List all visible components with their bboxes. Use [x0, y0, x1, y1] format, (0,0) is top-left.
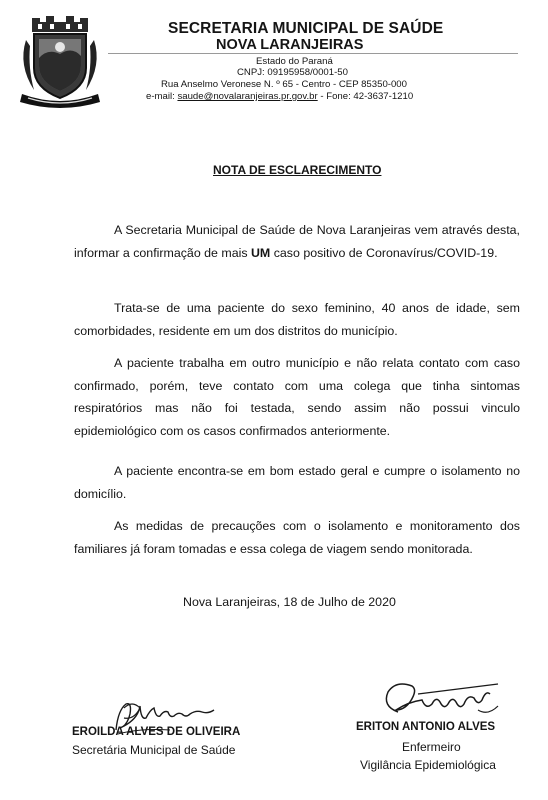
paragraph-5: [74, 515, 520, 560]
paragraph-2-text: Trata-se de uma paciente do sexo feminino, 40 anos de idade, sem comorbidades, residente em um dos distritos do município.: [74, 301, 520, 338]
header-address: Rua Anselmo Veronese N. º 65 - Centro - CEP 85350-000: [161, 79, 407, 90]
paragraph-3: [74, 352, 520, 442]
header-divider: [108, 53, 518, 54]
paragraph-5-text: As medidas de precauções com o isolamento e monitoramento dos familiares já foram tomadas e essa colega de viagem sendo monitorada.: [74, 519, 520, 556]
paragraph-1-emphasis: UM: [250, 245, 271, 260]
paragraph-4: [74, 460, 520, 505]
paragraph-3-text: A paciente trabalha em outro município e não relata contato com caso confirmado, porém, teve contato com uma colega que tinha sintomas respiratórios mas não foi testada, sendo assim não possui vinculo epidemiológico com os casos confirmados anteriormente.: [74, 356, 520, 438]
phone-number: Fone: 42-3637-1210: [326, 91, 414, 102]
header-title-line2: NOVA LARANJEIRAS: [216, 37, 364, 53]
signature-right-handwriting: [378, 676, 508, 724]
header-cnpj: CNPJ: 09195958/0001-50: [237, 67, 348, 78]
paragraph-4-text: A paciente encontra-se em bom estado geral e cumpre o isolamento no domicílio.: [74, 464, 520, 501]
email-link[interactable]: saude@novalaranjeiras.pr.gov.br: [177, 91, 318, 102]
signature-right-department: Vigilância Epidemiológica: [360, 758, 496, 772]
header-contact-line: [146, 91, 413, 102]
signature-left-name: EROILDA ALVES DE OLIVEIRA: [72, 726, 241, 738]
paragraph-2: [74, 297, 520, 342]
paragraph-1: [74, 219, 520, 264]
municipal-coat-of-arms-icon: [14, 10, 106, 110]
signature-right-role: Enfermeiro: [402, 740, 461, 754]
date-line: Nova Laranjeiras, 18 de Julho de 2020: [183, 595, 396, 609]
email-label: e-mail:: [146, 91, 178, 102]
header-title-line1: SECRETARIA MUNICIPAL DE SAÚDE: [168, 20, 444, 37]
signature-left-role: Secretária Municipal de Saúde: [72, 743, 236, 757]
signature-right-name: ERITON ANTONIO ALVES: [356, 721, 496, 733]
document-title: NOTA DE ESCLARECIMENTO: [213, 163, 382, 177]
paragraph-1-start: A Secretaria Municipal de Saúde de Nova Laranjeiras vem através desta, informar a confirmação de mais: [74, 223, 520, 260]
contact-separator: -: [317, 91, 327, 102]
header-state: Estado do Paraná: [256, 56, 333, 67]
paragraph-1-end: caso positivo de Coronavírus/COVID-19.: [270, 245, 498, 260]
